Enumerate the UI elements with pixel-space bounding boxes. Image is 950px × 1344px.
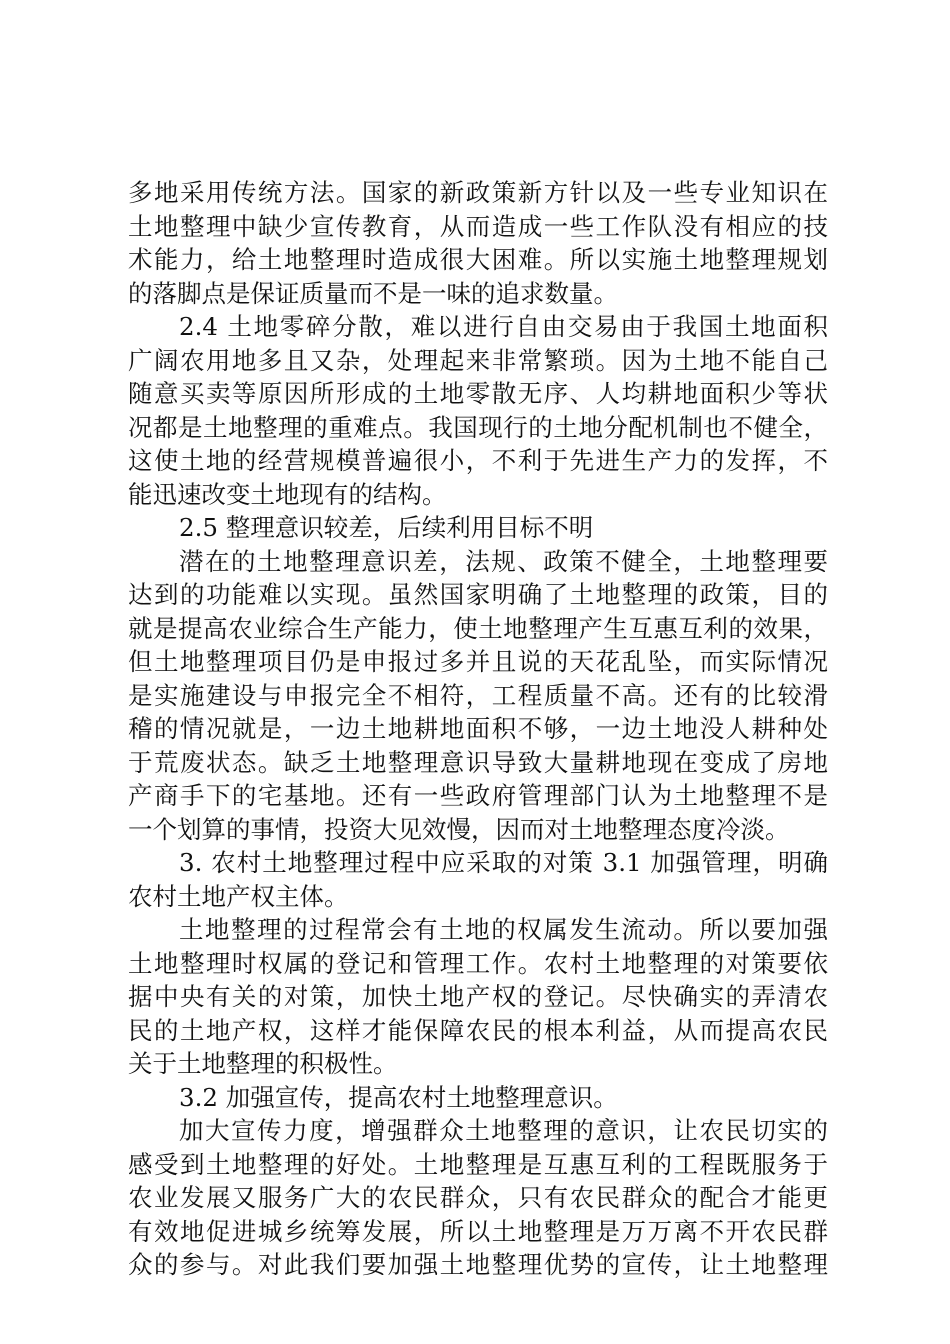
body-text — [128, 176, 828, 1282]
text-line: 多地采用传统方法。国家的新政策新方针以及一些专业知识在 — [128, 178, 828, 207]
text-line: 有效地促进城乡统筹发展，所以土地整理是万万离不开农民群 — [128, 1216, 828, 1246]
text-line: 农村土地产权主体。 — [128, 881, 349, 911]
text-line: 产商手下的宅基地。还有一些政府管理部门认为土地整理不是 — [128, 781, 828, 810]
text-line: 3. 农村土地整理过程中应采取的对策 3.1 加强管理，明确 — [179, 848, 828, 877]
text-line: 关于土地整理的积极性。 — [128, 1049, 398, 1078]
text-line: 能迅速改变土地现有的结构。 — [128, 479, 447, 509]
text-line: 广阔农用地多且又杂，处理起来非常繁琐。因为土地不能自己 — [128, 345, 828, 375]
text-line: 这使土地的经营规模普遍很小，不利于先进生产力的发挥，不 — [128, 446, 828, 475]
text-line: 2.4 土地零碎分散，难以进行自由交易由于我国土地面积 — [179, 312, 828, 341]
text-line: 一个划算的事情，投资大见效慢，因而对土地整理态度冷淡。 — [128, 814, 790, 844]
text-line: 随意买卖等原因所形成的土地零散无序、人均耕地面积少等状 — [128, 379, 828, 408]
text-line: 众的参与。对此我们要加强土地整理优势的宣传，让土地整理 — [128, 1250, 828, 1279]
text-line: 的落脚点是保证质量而不是一味的追求数量。 — [128, 278, 618, 308]
text-line: 2.5 整理意识较差，后续利用目标不明 — [179, 513, 594, 542]
text-line: 于荒废状态。缺乏土地整理意识导致大量耕地现在变成了房地 — [128, 747, 828, 777]
text-line: 土地整理中缺少宣传教育，从而造成一些工作队没有相应的技 — [128, 211, 828, 241]
text-line: 感受到土地整理的好处。土地整理是互惠互利的工程既服务于 — [128, 1149, 828, 1179]
text-line: 3.2 加强宣传，提高农村土地整理意识。 — [179, 1082, 618, 1112]
text-line: 达到的功能难以实现。虽然国家明确了土地整理的政策，目的 — [128, 580, 828, 609]
text-line: 潜在的土地整理意识差，法规、政策不健全，土地整理要 — [179, 546, 828, 576]
text-line: 据中央有关的对策，加快土地产权的登记。尽快确实的弄清农 — [128, 982, 828, 1011]
text-line: 况都是土地整理的重难点。我国现行的土地分配机制也不健全， — [128, 412, 828, 442]
text-line: 民的土地产权，这样才能保障农民的根本利益，从而提高农民 — [128, 1015, 828, 1045]
text-line: 土地整理时权属的登记和管理工作。农村土地整理的对策要依 — [128, 948, 828, 978]
text-line: 加大宣传力度，增强群众土地整理的意识，让农民切实的 — [179, 1116, 828, 1145]
text-line: 稽的情况就是，一边土地耕地面积不够，一边土地没人耕种处 — [128, 714, 828, 743]
text-line: 农业发展又服务广大的农民群众，只有农民群众的配合才能更 — [128, 1183, 828, 1212]
text-line: 是实施建设与申报完全不相符，工程质量不高。还有的比较滑 — [128, 680, 828, 710]
text-line: 但土地整理项目仍是申报过多并且说的天花乱坠，而实际情况 — [128, 647, 828, 676]
text-line: 就是提高农业综合生产能力，使土地整理产生互惠互利的效果， — [128, 613, 828, 643]
text-line: 术能力，给土地整理时造成很大困难。所以实施土地整理规划 — [128, 245, 828, 274]
text-line: 土地整理的过程常会有土地的权属发生流动。所以要加强 — [179, 915, 828, 944]
